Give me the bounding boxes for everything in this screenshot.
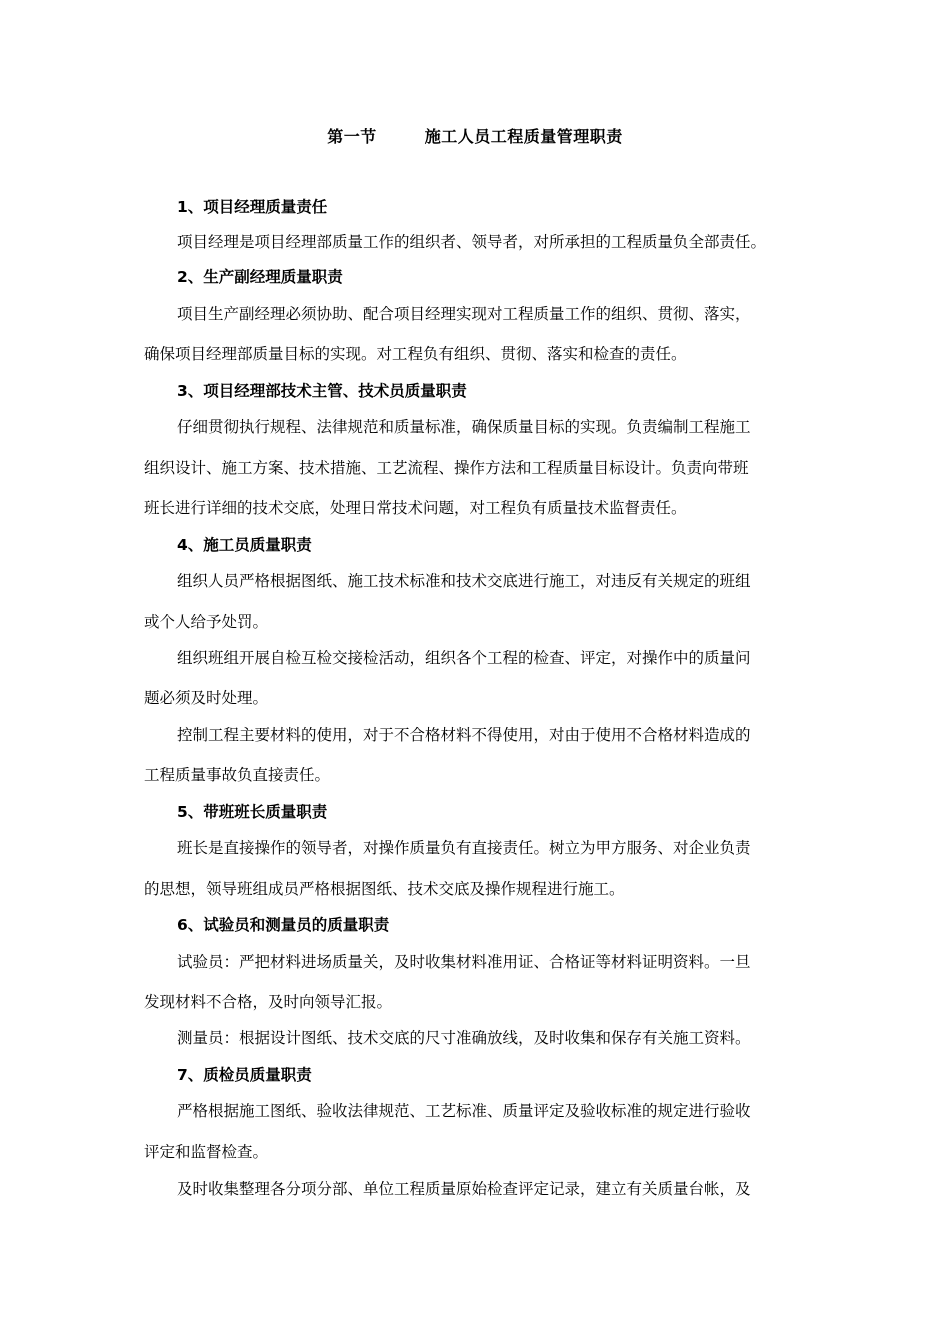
paragraph-line: 发现材料不合格，及时向领导汇报。 <box>144 993 393 1011</box>
paragraph-line: 工程质量事故负直接责任。 <box>144 766 331 784</box>
paragraph-line: 组织设计、施工方案、技术措施、工艺流程、操作方法和工程质量目标设计。负责向带班 <box>144 459 749 477</box>
paragraph-line: 试验员：严把材料进场质量关，及时收集材料准用证、合格证等材料证明资料。一旦 <box>177 953 751 971</box>
heading-team-leader: 5、带班班长质量职责 <box>177 803 328 821</box>
paragraph-line: 仔细贯彻执行规程、法律规范和质量标准，确保质量目标的实现。负责编制工程施工 <box>177 418 751 436</box>
paragraph-line: 及时收集整理各分项分部、单位工程质量原始检查评定记录，建立有关质量台帐，及 <box>177 1180 751 1198</box>
section-number: 第一节 <box>327 127 377 146</box>
heading-tester-surveyor: 6、试验员和测量员的质量职责 <box>177 916 390 934</box>
paragraph-line: 或个人给予处罚。 <box>144 613 269 631</box>
paragraph-line: 项目生产副经理必须协助、配合项目经理实现对工程质量工作的组织、贯彻、落实， <box>177 305 751 323</box>
section-title <box>0 126 950 148</box>
heading-technical-staff: 3、项目经理部技术主管、技术员质量职责 <box>177 382 467 400</box>
paragraph-line: 项目经理是项目经理部质量工作的组织者、领导者，对所承担的工程质量负全部责任。 <box>177 233 767 251</box>
heading-project-manager: 1、项目经理质量责任 <box>177 198 328 216</box>
paragraph-line: 题必须及时处理。 <box>144 689 269 707</box>
paragraph-line: 班长进行详细的技术交底，处理日常技术问题，对工程负有质量技术监督责任。 <box>144 499 687 517</box>
paragraph-line: 严格根据施工图纸、验收法律规范、工艺标准、质量评定及验收标准的规定进行验收 <box>177 1102 751 1120</box>
paragraph-line: 班长是直接操作的领导者，对操作质量负有直接责任。树立为甲方服务、对企业负责 <box>177 839 751 857</box>
paragraph-line: 评定和监督检查。 <box>144 1143 269 1161</box>
heading-production-deputy: 2、生产副经理质量职责 <box>177 268 343 286</box>
paragraph-line: 组织人员严格根据图纸、施工技术标准和技术交底进行施工，对违反有关规定的班组 <box>177 572 751 590</box>
paragraph-line: 组织班组开展自检互检交接检活动，组织各个工程的检查、评定，对操作中的质量问 <box>177 649 751 667</box>
paragraph-line: 控制工程主要材料的使用，对于不合格材料不得使用，对由于使用不合格材料造成的 <box>177 726 751 744</box>
paragraph-line: 的思想，领导班组成员严格根据图纸、技术交底及操作规程进行施工。 <box>144 880 625 898</box>
paragraph-line: 测量员：根据设计图纸、技术交底的尺寸准确放线，及时收集和保存有关施工资料。 <box>177 1029 751 1047</box>
section-heading: 施工人员工程质量管理职责 <box>424 127 623 146</box>
heading-quality-inspector: 7、质检员质量职责 <box>177 1066 312 1084</box>
paragraph-line: 确保项目经理部质量目标的实现。对工程负有组织、贯彻、落实和检查的责任。 <box>144 345 687 363</box>
heading-construction-worker: 4、施工员质量职责 <box>177 536 312 554</box>
